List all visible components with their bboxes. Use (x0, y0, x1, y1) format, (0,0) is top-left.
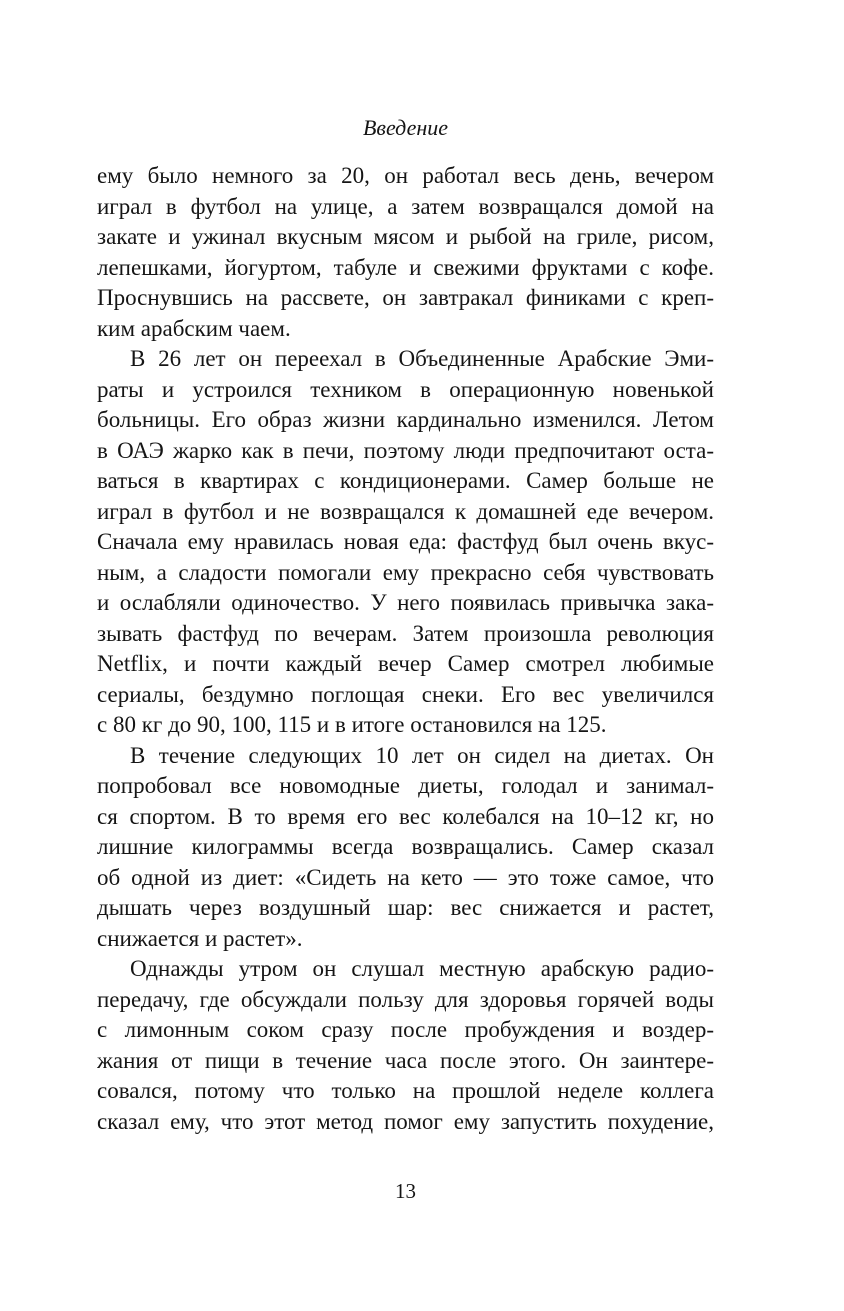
text-line: передачу, где обсуждали пользу для здоровья горячей воды (97, 986, 714, 1012)
text-line: в ОАЭ жарко как в печи, поэтому люди предпочитают оста- (97, 437, 714, 463)
text-line: раты и устроился техником в операционную новенькой (97, 376, 714, 402)
text-line: лишние килограммы всегда возвращались. Самер сказал (97, 834, 714, 859)
text-line: играл в футбол и не возвращался к домашней еде вечером. (97, 498, 714, 524)
text-line: совался, потому что только на прошлой неделе коллега (97, 1078, 714, 1103)
text-line: зывать фастфуд по вечерам. Затем произошла революция (97, 620, 714, 646)
text-line: В 26 лет он переехал в Объединенные Арабские Эми- (130, 346, 714, 371)
text-line: с 80 кг до 90, 100, 115 и в итоге остановился на 125. (97, 712, 607, 737)
text-line: Однажды утром он слушал местную арабскую радио- (130, 956, 714, 981)
page-number: 13 (395, 1179, 416, 1203)
text-block (97, 161, 714, 1137)
text-line: Проснувшись на рассвете, он завтракал финиками с креп- (97, 285, 714, 310)
text-line: об одной из диет: «Сидеть на кето — это тоже самое, что (97, 864, 714, 890)
text-line: с лимонным соком сразу после пробуждения и воздер- (97, 1017, 714, 1042)
paragraph (97, 161, 714, 344)
text-line: сериалы, бездумно поглощая снеки. Его вес увеличился (97, 681, 714, 707)
text-line: ким арабским чаем. (97, 315, 291, 341)
text-line: дышать через воздушный шар: вес снижается и растет, (97, 895, 714, 920)
text-line: ся спортом. В то время его вес колебался на 10–12 кг, но (97, 803, 714, 829)
text-line: лепешками, йогуртом, табуле и свежими фруктами с кофе. (97, 254, 714, 280)
chapter-header: Введение (362, 115, 449, 140)
text-line: Сначала ему нравилась новая еда: фастфуд был очень вкус- (97, 529, 714, 554)
text-line: попробовал все новомодные диеты, голодал и занимал- (97, 773, 714, 798)
text-line: больницы. Его образ жизни кардинально изменился. Летом (97, 407, 714, 432)
paragraph (97, 344, 714, 741)
paragraph (97, 954, 714, 1137)
text-line: ным, а сладости помогали ему прекрасно себя чувствовать (97, 559, 714, 585)
text-line: закате и ужинал вкусным мясом и рыбой на гриле, рисом, (97, 224, 714, 249)
text-line: сказал ему, что этот метод помог ему запустить похудение, (97, 1108, 714, 1134)
paragraph (97, 741, 714, 955)
text-line: играл в футбол на улице, а затем возвращался домой на (97, 193, 714, 219)
text-line: Netflix, и почти каждый вечер Самер смотрел любимые (97, 651, 714, 676)
text-line: ваться в квартирах с кондиционерами. Самер больше не (97, 468, 714, 493)
text-line: ему было немного за 20, он работал весь день, вечером (97, 163, 714, 188)
text-line: и ослабляли одиночество. У него появилась привычка зака- (97, 590, 714, 615)
text-line: жания от пищи в течение часа после этого. Он заинтере- (97, 1047, 714, 1073)
text-line: В течение следующих 10 лет он сидел на диетах. Он (130, 742, 714, 768)
text-line: снижается и растет». (97, 925, 303, 951)
